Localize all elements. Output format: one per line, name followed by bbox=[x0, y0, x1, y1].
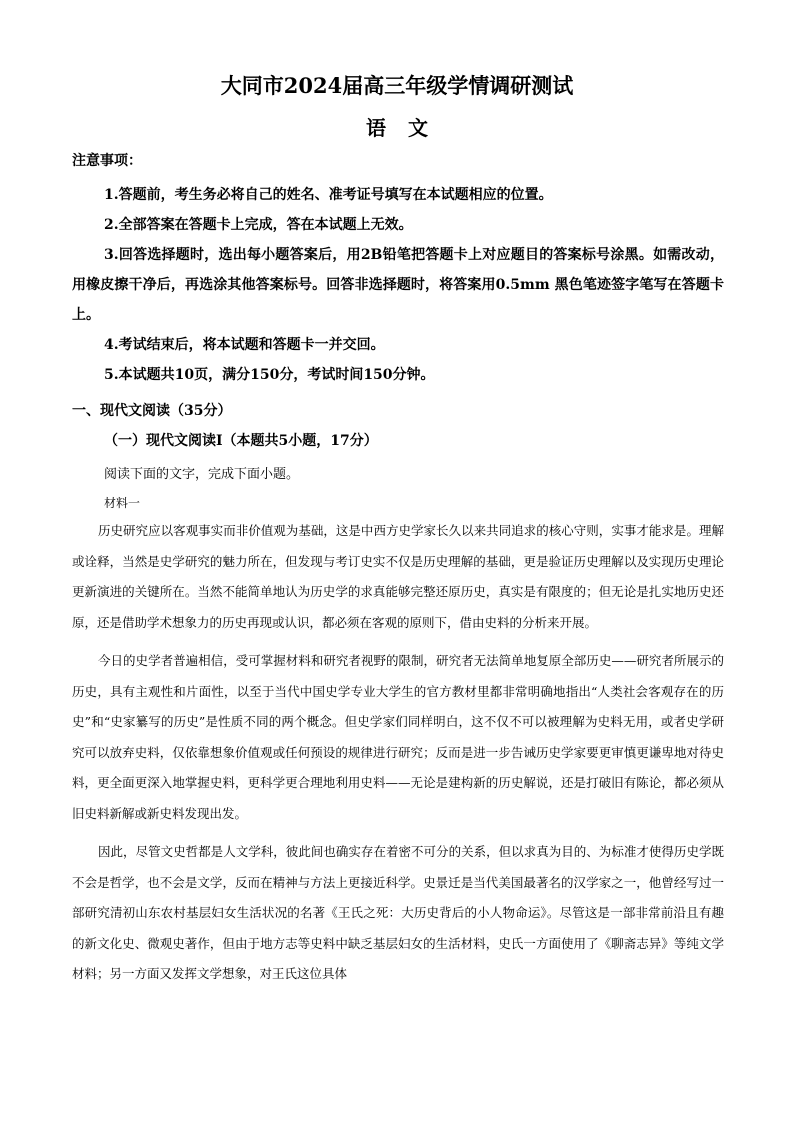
paragraph: 历史研究应以客观事实而非价值观为基础，这是中西方史学家长久以来共同追求的核心守则，实事才能求是。理解或诠释，当然是史学研究的魅力所在，但发现与考订史实不仅是历史理解的基础，更是验证历史理解以及实现历史理论更新演进的关键所在。当然不能简单地认为历史学的求真能够完整还原历史，真实是有限度的；但无论是扎实地历史还原，还是借助学术想象力的历史再现或认识，都必须在客观的原则下，借由史料的分析来开展。 bbox=[72, 523, 724, 630]
section-subtitle: （一）现代文阅读Ⅰ（本题共5小题，17分） bbox=[104, 433, 378, 449]
reading-instruction: 阅读下面的文字，完成下面小题。 bbox=[104, 467, 300, 482]
material-label: 材料一 bbox=[104, 496, 141, 510]
notice-item: 4.考试结束后，将本试题和答题卡一并交回。 bbox=[104, 337, 385, 353]
notice-item: 3.回答选择题时，选出每小题答案后，用2B铅笔把答题卡上对应题目的答案标号涂黑。如需改动，用橡皮擦干净后，再选涂其他答案标号。回答非选择题时，将答案用0.5mm 黑色笔迹签字笔写在答题卡上。 bbox=[72, 247, 724, 323]
notice-heading: 注意事项： bbox=[72, 153, 142, 169]
subject-title: 语文 bbox=[366, 116, 450, 140]
notice-item: 2.全部答案在答题卡上完成，答在本试题上无效。 bbox=[104, 217, 413, 233]
section-title: 一、现代文阅读（35分） bbox=[72, 403, 232, 419]
notice-item: 1.答题前，考生务必将自己的姓名、准考证号填写在本试题相应的位置。 bbox=[104, 187, 553, 203]
notice-item: 5.本试题共10页，满分150分，考试时间150分钟。 bbox=[104, 367, 435, 383]
paragraph: 因此，尽管文史哲都是人文学科，彼此间也确实存在着密不可分的关系，但以求真为目的、为标准才使得历史学既不会是哲学，也不会是文学，反而在精神与方法上更接近科学。史景迁是当代美国最著名的汉学家之一，他曾经写过一部研究清初山东农村基层妇女生活状况的名著《王氏之死：大历史背后的小人物命运》。尽管这是一部非常前沿且有趣的新文化史、微观史著作，但由于地方志等史料中缺乏基层妇女的生活材料，史氏一方面使用了《聊斋志异》等纯文学材料；另一方面又发挥文学想象，对王氏这位具体 bbox=[72, 844, 724, 981]
material-body bbox=[72, 516, 724, 998]
notice-block bbox=[72, 150, 724, 390]
paragraph: 今日的史学者普遍相信，受可掌握材料和研究者视野的限制，研究者无法简单地复原全部历史——研究者所展示的历史，具有主观性和片面性，以至于当代中国史学专业大学生的官方教材里都非常明确地指出“人类社会客观存在的历史”和“史家纂写的历史”是性质不同的两个概念。但史学家们同样明白，这不仅不可以被理解为史料无用，或者史学研究可以放弃史料，仅依靠想象价值观或任何预设的规律进行研究；反而是进一步告诫历史学家要更审慎更谦卑地对待史料，更全面更深入地掌握史料，更科学更合理地利用史料——无论是建构新的历史解说，还是打破旧有陈论，都必须从旧史料新解或新史料发现出发。 bbox=[72, 653, 724, 821]
exam-title: 大同市2024届高三年级学情调研测试 bbox=[220, 73, 574, 98]
